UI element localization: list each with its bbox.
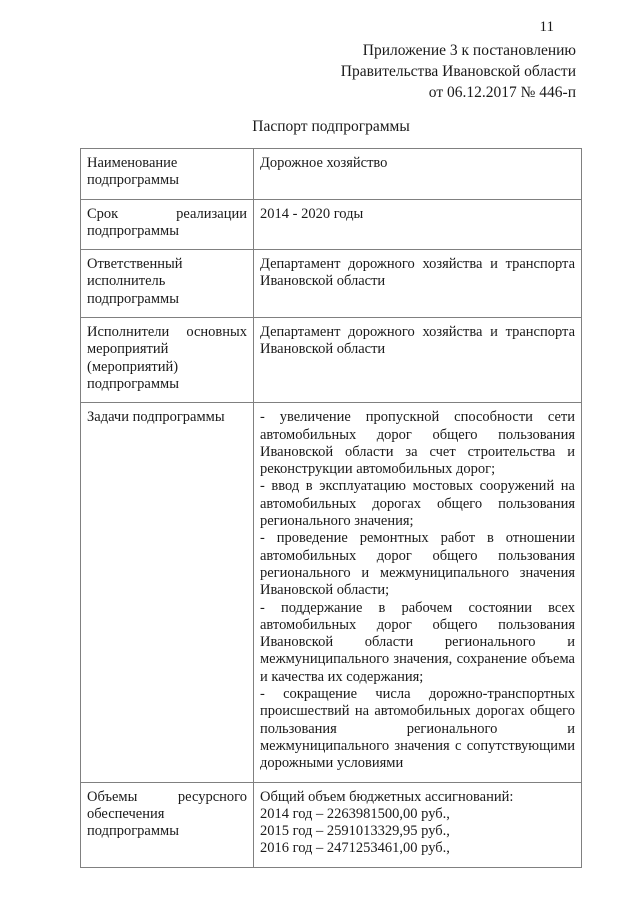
- header-line-appendix: Приложение 3 к постановлению: [362, 42, 576, 59]
- document-title: Паспорт подпрограммы: [252, 118, 410, 135]
- table-row-funding: [81, 782, 582, 867]
- row-label-responsible-executor: Ответственный исполнитель подпрограммы: [81, 250, 254, 318]
- value-paragraph: Департамент дорожного хозяйства и транспорта Ивановской области: [260, 256, 575, 290]
- funding-line-total: Общий объем бюджетных ассигнований:: [260, 788, 514, 805]
- row-label-period: Срок реализации подпрограммы: [81, 199, 254, 250]
- value-paragraph: Департамент дорожного хозяйства и транспорта Ивановской области: [260, 324, 575, 358]
- table-row-tasks: [81, 403, 582, 782]
- row-value-tasks: [254, 403, 582, 782]
- document-header: [0, 40, 640, 103]
- row-value-period: [254, 199, 582, 250]
- task-paragraph: - ввод в эксплуатацию мостовых сооружений на автомобильных дорогах общего пользования регионального значения;: [260, 478, 575, 530]
- header-line-date-number: от 06.12.2017 № 446-п: [428, 84, 576, 101]
- row-label-funding: Объемы ресурсного обеспечения подпрограммы: [81, 782, 254, 867]
- row-value-executors: [254, 318, 582, 403]
- row-label-executors: Исполнители основных мероприятий (мероприятий) подпрограммы: [81, 318, 254, 403]
- task-paragraph: - увеличение пропускной способности сети автомобильных дорог общего пользования Ивановской области за счет строительства и реконструкции автомобильных дорог;: [260, 409, 575, 478]
- task-paragraph: - сокращение числа дорожно-транспортных происшествий на автомобильных дорогах общего пользования регионального и межмуниципального значения с сопутствующими дорожными условиями: [260, 686, 575, 772]
- row-label-tasks: Задачи подпрограммы: [81, 403, 254, 782]
- task-paragraph: - поддержание в рабочем состоянии всех автомобильных дорог общего пользования Ивановской области регионального и межмуниципального значения, сохранение объема и качества их содержания;: [260, 599, 575, 685]
- value-paragraph: 2014 - 2020 годы: [260, 205, 364, 222]
- row-value-name: [254, 149, 582, 200]
- task-paragraph: - проведение ремонтных работ в отношении автомобильных дорог общего пользования регионального и межмуниципального значения Ивановской области;: [260, 530, 575, 599]
- table-row-responsible-executor: [81, 250, 582, 318]
- row-value-funding: [254, 782, 582, 867]
- passport-table: [80, 148, 582, 868]
- table-row-period: [81, 199, 582, 250]
- row-label-name: Наименование подпрограммы: [81, 149, 254, 200]
- funding-line-2016: 2016 год – 2471253461,00 руб.,: [260, 840, 450, 857]
- funding-line-2014: 2014 год – 2263981500,00 руб.,: [260, 805, 450, 822]
- table-row-name: [81, 149, 582, 200]
- table-row-executors: [81, 318, 582, 403]
- row-value-responsible-executor: [254, 250, 582, 318]
- page-number: 11: [539, 19, 554, 35]
- value-paragraph: Дорожное хозяйство: [260, 155, 388, 171]
- funding-line-2015: 2015 год – 2591013329,95 руб.,: [260, 823, 450, 840]
- header-line-authority: Правительства Ивановской области: [340, 63, 576, 80]
